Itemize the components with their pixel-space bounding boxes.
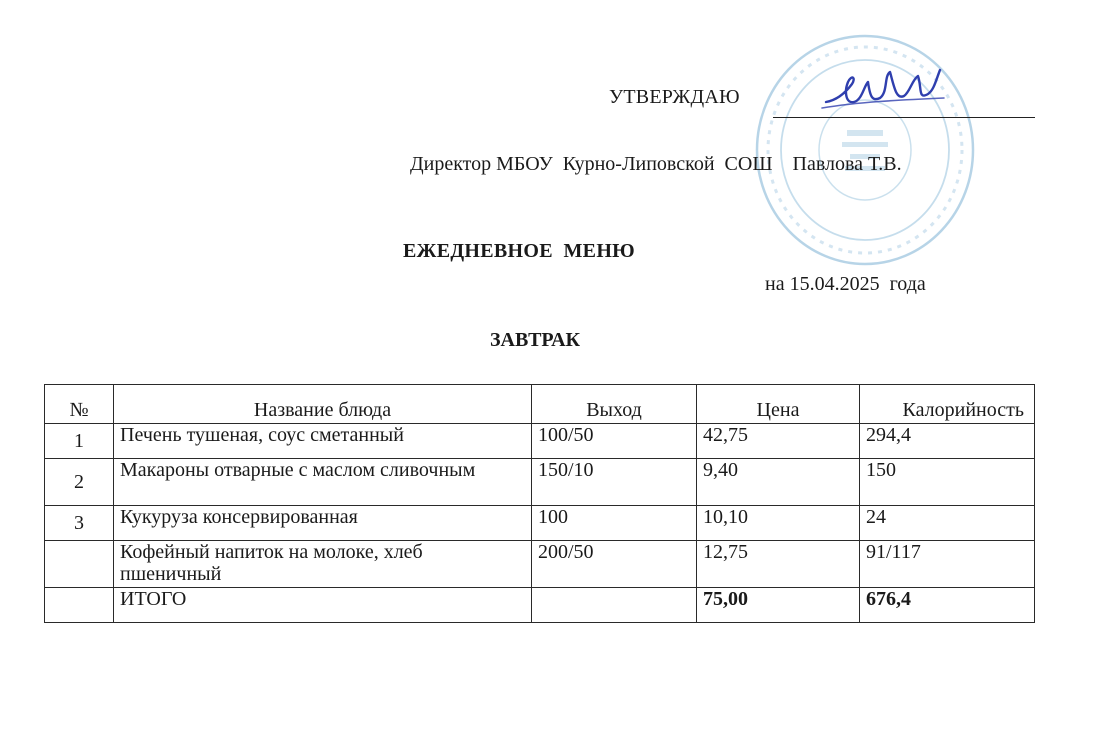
table-total-row (45, 588, 1035, 623)
approve-label: УТВЕРЖДАЮ (609, 86, 740, 108)
menu-table (44, 384, 1035, 623)
meal-title: ЗАВТРАК (490, 329, 581, 351)
total-price: 75,00 (697, 588, 860, 623)
cell-number: 3 (45, 506, 114, 541)
cell-dish-name: Печень тушеная, соус сметанный (114, 424, 532, 459)
column-header-number: № (45, 385, 114, 424)
table-row (45, 506, 1035, 541)
cell-dish-name: Макароны отварные с маслом сливочным (114, 459, 532, 506)
cell-price: 10,10 (697, 506, 860, 541)
cell-calories: 294,4 (860, 424, 1035, 459)
cell-number: 2 (45, 459, 114, 506)
menu-date: на 15.04.2025 года (765, 273, 926, 295)
cell-yield: 100/50 (532, 424, 697, 459)
cell-yield: 100 (532, 506, 697, 541)
cell-calories: 150 (860, 459, 1035, 506)
column-header-price: Цена (697, 385, 860, 424)
cell-price: 12,75 (697, 541, 860, 588)
cell-number (45, 541, 114, 588)
cell-dish-name: Кофейный напиток на молоке, хлеб пшеничный (114, 541, 532, 588)
column-header-dish-name: Название блюда (114, 385, 532, 424)
cell-calories: 91/117 (860, 541, 1035, 588)
cell-yield: 150/10 (532, 459, 697, 506)
page-title: ЕЖЕДНЕВНОЕ МЕНЮ (403, 240, 635, 262)
cell-price: 42,75 (697, 424, 860, 459)
table-row (45, 541, 1035, 588)
total-label: ИТОГО (114, 588, 532, 623)
table-header-row (45, 385, 1035, 424)
cell-number (45, 588, 114, 623)
cell-yield (532, 588, 697, 623)
cell-dish-name: Кукуруза консервированная (114, 506, 532, 541)
table-row (45, 424, 1035, 459)
director-signature (818, 62, 948, 122)
cell-price: 9,40 (697, 459, 860, 506)
cell-calories: 24 (860, 506, 1035, 541)
column-header-yield: Выход (532, 385, 697, 424)
cell-number: 1 (45, 424, 114, 459)
column-header-calories: Калорийность (860, 385, 1035, 424)
director-line: Директор МБОУ Курно-Липовской СОШ Павлова Т.В. (410, 153, 902, 175)
table-row (45, 459, 1035, 506)
total-calories: 676,4 (860, 588, 1035, 623)
cell-yield: 200/50 (532, 541, 697, 588)
